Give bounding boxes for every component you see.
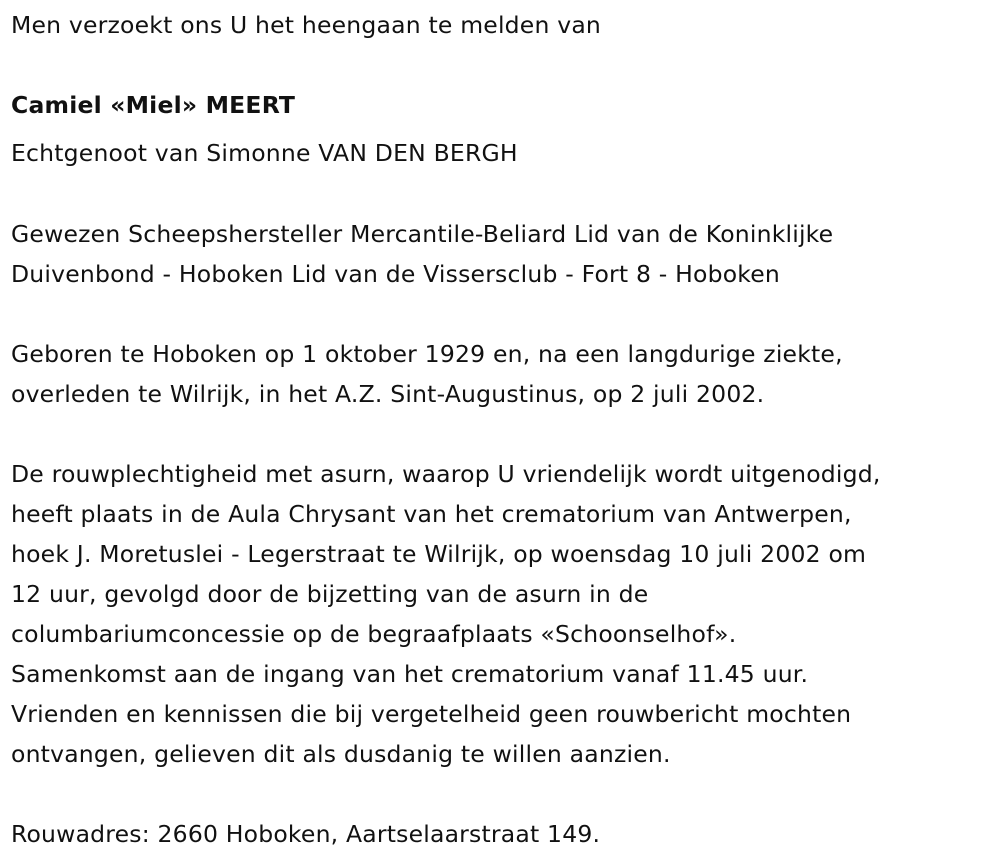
ceremony-line: hoek J. Moretuslei - Legerstraat te Wilrijk, op woensdag 10 juli 2002 om xyxy=(11,540,867,568)
deceased-name: Camiel «Miel» MEERT xyxy=(11,91,296,119)
ceremony-line: 12 uur, gevolgd door de bijzetting van de asurn in de xyxy=(11,580,649,608)
ceremony-line: columbariumconcessie op de begraafplaats «Schoonselhof». xyxy=(11,620,737,648)
ceremony-line: De rouwplechtigheid met asurn, waarop U vriendelijk wordt uitgenodigd, xyxy=(11,460,881,488)
birth-death-line: overleden te Wilrijk, in het A.Z. Sint-Augustinus, op 2 juli 2002. xyxy=(11,380,765,408)
address-text: Rouwadres: 2660 Hoboken, Aartselaarstraat 149. xyxy=(11,820,601,848)
career-line: Duivenbond - Hoboken Lid van de Vissersclub - Fort 8 - Hoboken xyxy=(11,260,781,288)
ceremony-line: Vrienden en kennissen die bij vergetelheid geen rouwbericht mochten xyxy=(11,700,852,728)
birth-death-line: Geboren te Hoboken op 1 oktober 1929 en, na een langdurige ziekte, xyxy=(11,340,843,368)
intro-text: Men verzoekt ons U het heengaan te melden van xyxy=(11,11,602,39)
ceremony-line: Samenkomst aan de ingang van het crematorium vanaf 11.45 uur. xyxy=(11,660,809,688)
spouse-text: Echtgenoot van Simonne VAN DEN BERGH xyxy=(11,139,518,167)
ceremony-line: heeft plaats in de Aula Chrysant van het crematorium van Antwerpen, xyxy=(11,500,852,528)
career-line: Gewezen Scheepshersteller Mercantile-Beliard Lid van de Koninklijke xyxy=(11,220,834,248)
ceremony-line: ontvangen, gelieven dit als dusdanig te willen aanzien. xyxy=(11,740,671,768)
